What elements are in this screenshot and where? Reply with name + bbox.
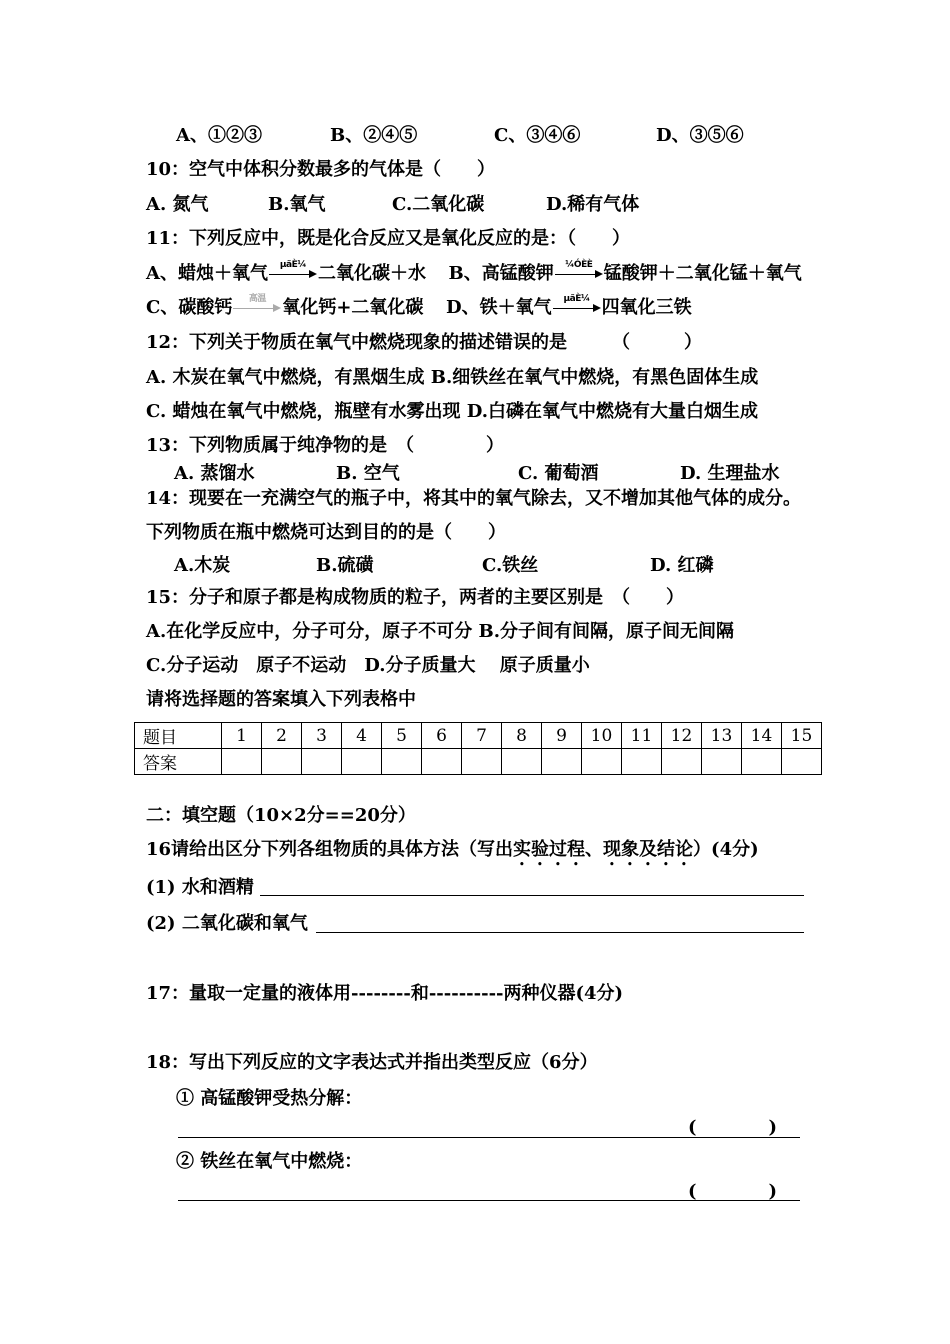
question-number-cell: 12	[662, 723, 702, 749]
answer-cell[interactable]	[502, 749, 542, 775]
question-number-cell: 2	[262, 723, 302, 749]
q11-d-left: D、铁＋氧气	[445, 297, 552, 318]
question-number-cell: 1	[222, 723, 262, 749]
q9-option-c: C、③④⑥	[494, 125, 581, 146]
q10-option-c: C.二氧化碳	[392, 194, 485, 215]
table-row	[135, 723, 822, 749]
question-number-cell: 15	[782, 723, 822, 749]
table-intro: 请将选择题的答案填入下列表格中	[146, 689, 416, 710]
q11-b-left: B、高锰酸钾	[448, 263, 554, 284]
q11-b-right: 锰酸钾＋二氧化锰＋氧气	[603, 263, 802, 284]
question-number-cell: 13	[702, 723, 742, 749]
q11-line-cd	[146, 296, 692, 320]
q17-stem: 17：量取一定量的液体用--------和----------两种仪器(4分)	[146, 983, 624, 1004]
q16-stem-pre: 16请给出区分下列各组物质的具体方法（写出	[146, 839, 514, 860]
q10-option-d: D.稀有气体	[546, 194, 640, 215]
q16-answer-line-1[interactable]	[260, 895, 804, 896]
q18-item-2: ② 铁丝在氧气中燃烧：	[176, 1151, 363, 1172]
answer-cell[interactable]	[662, 749, 702, 775]
q13-option-d: D. 生理盐水	[680, 463, 780, 484]
answer-table	[134, 722, 822, 775]
q13-option-c: C. 葡萄酒	[518, 463, 599, 484]
answer-cell[interactable]	[622, 749, 662, 775]
q16-stem	[146, 838, 759, 870]
reaction-arrow-icon	[233, 294, 281, 318]
q16-answer-line-2[interactable]	[316, 932, 804, 933]
q11-a-right: 二氧化碳＋水	[317, 263, 426, 284]
q11-a-left: A、蜡烛＋氧气	[146, 263, 268, 284]
q14-option-c: C.铁丝	[482, 555, 539, 576]
answer-cell[interactable]	[582, 749, 622, 775]
q11-stem: 11：下列反应中，既是化合反应又是氧化反应的是：（ ）	[146, 228, 631, 249]
q14-option-d: D. 红磷	[650, 555, 714, 576]
answer-cell[interactable]	[462, 749, 502, 775]
q15-line2: C.分子运动 原子不运动 D.分子质量大 原子质量小	[146, 655, 590, 676]
q16-item-2: (2) 二氧化碳和氧气	[146, 913, 308, 934]
q13-stem: 13：下列物质属于纯净物的是 （ ）	[146, 435, 505, 456]
q13-option-a: A. 蒸馏水	[174, 463, 255, 484]
answer-cell[interactable]	[782, 749, 822, 775]
q18-stem: 18：写出下列反应的文字表达式并指出类型反应（6分）	[146, 1052, 598, 1073]
q16-stem-emphasis: 实验过程、现象及结论	[513, 839, 694, 860]
answer-cell[interactable]	[542, 749, 582, 775]
question-number-cell: 14	[742, 723, 782, 749]
question-number-cell: 11	[622, 723, 662, 749]
reaction-arrow-icon	[553, 294, 601, 318]
q9-option-d: D、③⑤⑥	[656, 125, 744, 146]
q15-stem: 15：分子和原子都是构成物质的粒子，两者的主要区别是 （ ）	[146, 587, 685, 608]
row-header-question: 题目	[135, 723, 222, 749]
q9-option-b: B、②④⑤	[330, 125, 418, 146]
arrow-condition: 高温	[248, 294, 266, 304]
reaction-arrow-icon	[269, 260, 317, 284]
q16-item-1: (1) 水和酒精	[146, 877, 254, 898]
q14-option-a: A.木炭	[174, 555, 231, 576]
q10-stem: 10：空气中体积分数最多的气体是（ ）	[146, 159, 496, 180]
q12-stem: 12：下列关于物质在氧气中燃烧现象的描述错误的是 （ ）	[146, 332, 703, 353]
q18-item-1: ① 高锰酸钾受热分解：	[176, 1088, 363, 1109]
answer-cell[interactable]	[742, 749, 782, 775]
question-number-cell: 4	[342, 723, 382, 749]
q14-option-b: B.硫磺	[316, 555, 374, 576]
row-header-answer: 答案	[135, 749, 222, 775]
q16-stem-post: ）(4分)	[693, 839, 759, 860]
section2-title: 二：填空题（10×2分==20分）	[146, 805, 416, 826]
answer-cell[interactable]	[382, 749, 422, 775]
arrow-condition: µãÈ¼	[563, 294, 590, 304]
table-row	[135, 749, 822, 775]
reaction-arrow-icon	[555, 260, 603, 284]
question-number-cell: 3	[302, 723, 342, 749]
q15-line1: A.在化学反应中，分子可分，原子不可分 B.分子间有间隔，原子间无间隔	[146, 621, 734, 642]
q11-c-left: C、碳酸钙	[146, 297, 233, 318]
question-number-cell: 5	[382, 723, 422, 749]
answer-cell[interactable]	[422, 749, 462, 775]
q14-stem-2: 下列物质在瓶中燃烧可达到目的的是（ ）	[146, 522, 506, 543]
question-number-cell: 6	[422, 723, 462, 749]
q9-option-a: A、①②③	[176, 125, 262, 146]
arrow-condition: µãÈ¼	[279, 260, 307, 270]
q10-option-b: B.氧气	[268, 194, 326, 215]
q14-stem-1: 14：现要在一充满空气的瓶子中，将其中的氧气除去，又不增加其他气体的成分。	[146, 488, 802, 509]
question-number-cell: 10	[582, 723, 622, 749]
question-number-cell: 7	[462, 723, 502, 749]
q13-option-b: B. 空气	[336, 463, 400, 484]
question-number-cell: 8	[502, 723, 542, 749]
q10-option-a: A. 氮气	[146, 194, 209, 215]
q12-line1: A. 木炭在氧气中燃烧，有黑烟生成 B.细铁丝在氧气中燃烧，有黑色固体生成	[146, 367, 759, 388]
arrow-condition: ¼ÓÈÈ	[565, 260, 593, 270]
q11-line-ab	[146, 262, 802, 286]
answer-cell[interactable]	[222, 749, 262, 775]
q12-line2: C. 蜡烛在氧气中燃烧，瓶壁有水雾出现 D.白磷在氧气中燃烧有大量白烟生成	[146, 401, 759, 422]
q18-type-paren-1: ( )	[688, 1117, 778, 1138]
answer-cell[interactable]	[342, 749, 382, 775]
answer-cell[interactable]	[302, 749, 342, 775]
answer-cell[interactable]	[262, 749, 302, 775]
answer-cell[interactable]	[702, 749, 742, 775]
question-number-cell: 9	[542, 723, 582, 749]
q18-type-paren-2: ( )	[688, 1181, 778, 1202]
q11-d-right: 四氧化三铁	[601, 297, 692, 318]
q11-c-right: 氧化钙+二氧化碳	[282, 297, 424, 318]
